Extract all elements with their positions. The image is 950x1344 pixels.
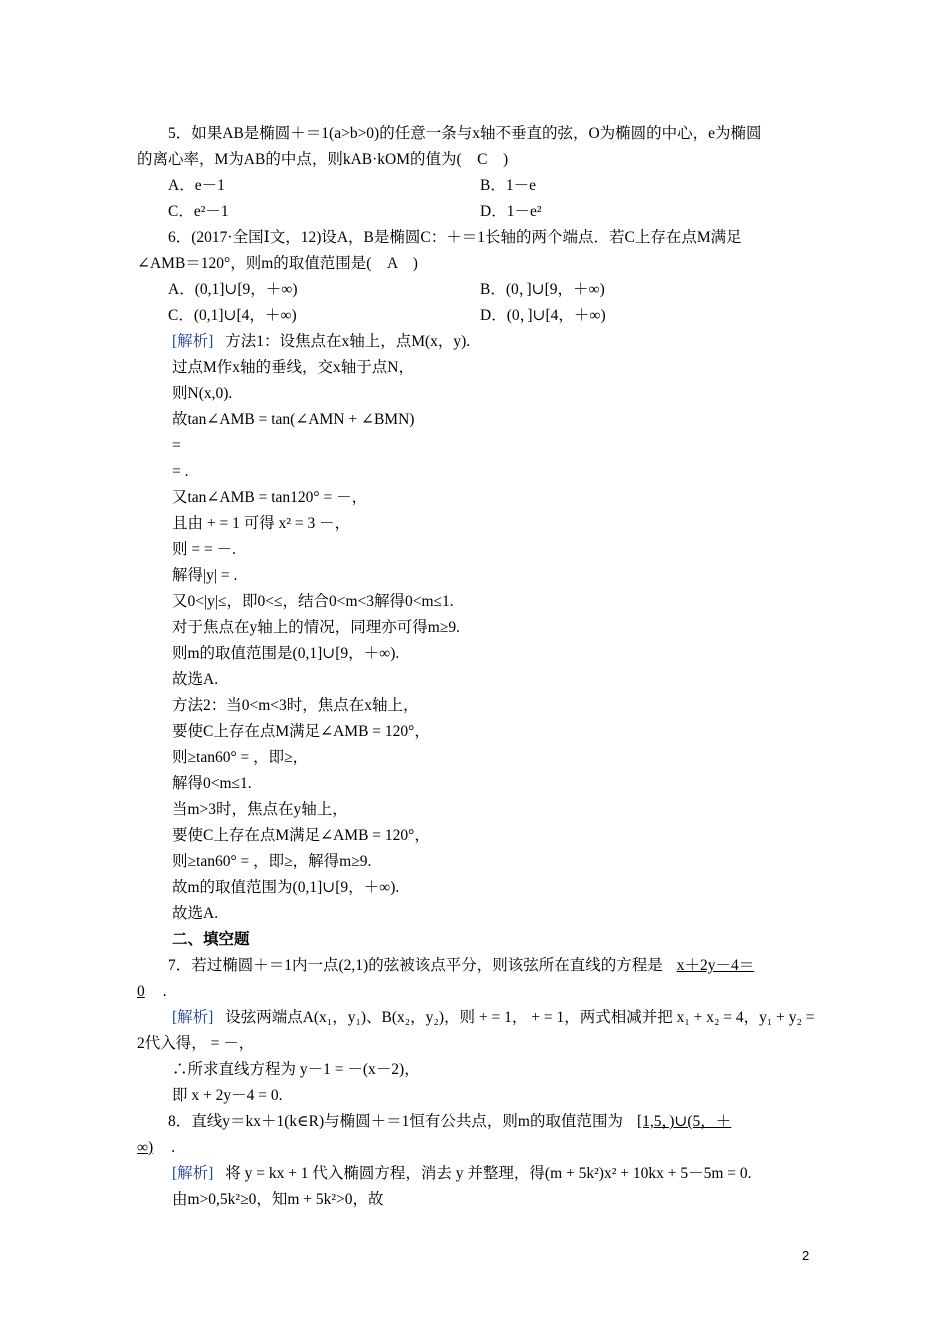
solution-step: ∴所求直线方程为 y－1 = －(x－2)， <box>172 1061 420 1078</box>
q6-line1: 6．(2017·全国Ⅰ文，12)设A，B是椭圆C：＋＝1长轴的两个端点．若C上存在点M满足 <box>168 229 742 246</box>
q6-solution-line <box>172 332 852 352</box>
q7-answer-part1: x＋2y－4＝ <box>676 957 755 974</box>
q7-text: 7．若过椭圆＋＝1内一点(2,1)的弦被该点平分，则该弦所在直线的方程是 <box>168 957 663 974</box>
q6-option-c: C．(0,1]∪[4，＋∞) <box>168 307 297 324</box>
q7-line1 <box>168 956 848 976</box>
q5-option-d: D．1－e² <box>480 203 542 220</box>
solution-step: = . <box>172 463 189 480</box>
solution-step: 要使C上存在点M满足∠AMB = 120°， <box>172 827 430 844</box>
page-number: 2 <box>802 1248 810 1263</box>
q7-answer-part2: 0 <box>137 983 145 1000</box>
solution-step: 则≥tan60° = ，即≥， <box>172 749 309 766</box>
q8-line1 <box>168 1112 848 1132</box>
solution-step: 要使C上存在点M满足∠AMB = 120°， <box>172 723 430 740</box>
solution-step: 2代入得， = －， <box>137 1035 255 1052</box>
q7-period: . <box>162 983 167 1000</box>
q7-line2 <box>137 982 817 1002</box>
q8-text: 8．直线y＝kx＋1(k∈R)与椭圆＋＝1恒有公共点，则m的取值范围为 <box>168 1113 623 1130</box>
solution-step: 且由 + = 1 可得 x² = 3 －， <box>172 515 351 532</box>
q5-line1: 5．如果AB是椭圆＋＝1(a>b>0)的任意一条与x轴不垂直的弦，O为椭圆的中心，e为椭圆 <box>168 125 762 142</box>
q6-option-d: D．(0，]∪[4，＋∞) <box>480 307 606 324</box>
q8-line2 <box>137 1138 817 1158</box>
solution-step: 则m的取值范围是(0,1]∪[9，＋∞). <box>172 645 400 662</box>
solution-tag: [解析] <box>172 1165 214 1182</box>
solution-step: 故m的取值范围为(0,1]∪[9，＋∞). <box>172 879 400 896</box>
q6-line2: ∠AMB＝120°，则m的取值范围是( A ) <box>137 255 418 272</box>
solution-tag: [解析] <box>172 1009 214 1026</box>
solution-step: 即 x + 2y－4 = 0. <box>172 1087 283 1104</box>
solution-step: 解得|y| = . <box>172 567 238 584</box>
solution-step: 方法2：当0<m<3时，焦点在x轴上， <box>172 697 419 714</box>
section-heading: 二、填空题 <box>172 931 250 948</box>
q7-solution-line <box>172 1008 852 1028</box>
q6-option-a: A．(0,1]∪[9，＋∞) <box>168 281 298 298</box>
solution-step: 当m>3时，焦点在y轴上， <box>172 801 348 818</box>
solution-step: 又0<|y|≤，即0<≤，结合0<m<3解得0<m≤1. <box>172 593 454 610</box>
solution-tag: [解析] <box>172 333 214 350</box>
q5-option-a: A．e－1 <box>168 177 225 194</box>
q5-line2: 的离心率，M为AB的中点，则kAB·kOM的值为( C ) <box>137 151 509 168</box>
solution-step: 则N(x,0). <box>172 385 233 402</box>
solution-step: 解得0<m≤1. <box>172 775 252 792</box>
q6-option-b: B．(0，]∪[9，＋∞) <box>480 281 605 298</box>
solution-text: 方法1：设焦点在x轴上，点M(x，y). <box>225 333 471 350</box>
q8-answer-part2: ∞) <box>137 1139 154 1156</box>
solution-text: 将 y = kx + 1 代入椭圆方程，消去 y 并整理，得(m + 5k²)x² + 10kx + 5－5m = 0. <box>225 1165 752 1182</box>
solution-step: 过点M作x轴的垂线，交x轴于点N， <box>172 359 414 376</box>
solution-step: 对于焦点在y轴上的情况，同理亦可得m≥9. <box>172 619 460 636</box>
solution-step: 故选A. <box>172 905 219 922</box>
solution-step: = <box>172 437 181 454</box>
solution-text: 设弦两端点A(x₁，y₁)、B(x₂，y₂)，则 + = 1， + = 1，两式相减并把 x₁ + x₂ = 4，y₁ + y₂ = <box>225 1009 815 1026</box>
q8-period: . <box>171 1139 176 1156</box>
q8-solution-line <box>172 1164 852 1184</box>
solution-step: 则 = = －. <box>172 541 236 558</box>
solution-step: 则≥tan60° = ，即≥，解得m≥9. <box>172 853 372 870</box>
q5-option-b: B．1－e <box>480 177 536 194</box>
q5-option-c: C．e²－1 <box>168 203 229 220</box>
solution-step: 故tan∠AMB = tan(∠AMN + ∠BMN) <box>172 411 415 428</box>
solution-step: 故选A. <box>172 671 219 688</box>
solution-step: 又tan∠AMB = tan120° = －， <box>172 489 368 506</box>
solution-step: 由m>0,5k²≥0，知m + 5k²>0，故 <box>172 1191 384 1208</box>
q8-answer-part1: [1,5，)∪(5，＋ <box>636 1113 732 1130</box>
